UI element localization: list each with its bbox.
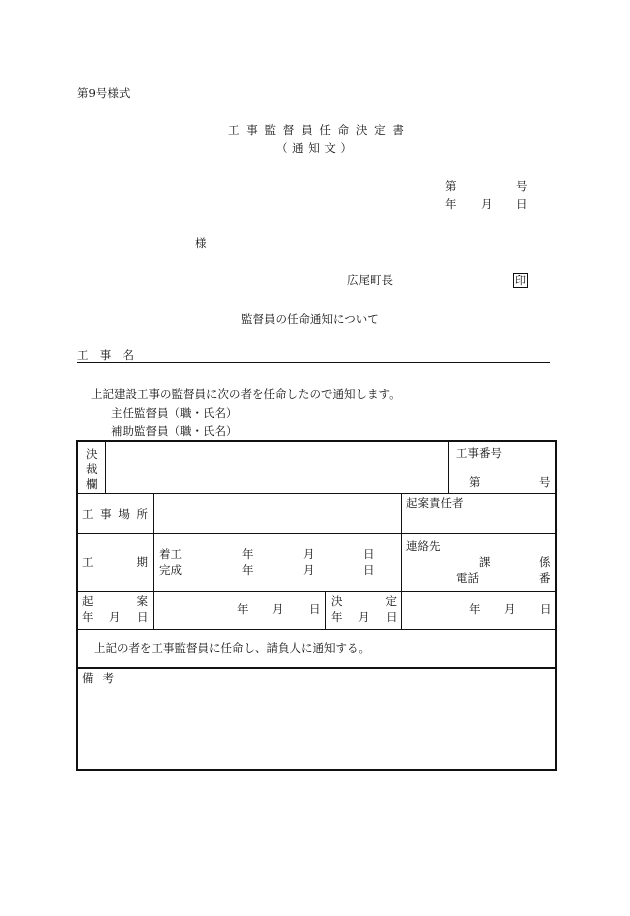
remarks-label: 備 考	[82, 671, 114, 685]
decision-area[interactable]	[106, 442, 447, 492]
project-number-prefix: 第	[469, 475, 481, 489]
date-month: 月	[481, 197, 493, 211]
start-month: 月	[303, 547, 315, 561]
decision-label-month: 月	[358, 610, 370, 624]
draft-label-month: 月	[109, 610, 121, 624]
decision-month: 月	[504, 602, 516, 616]
project-name-label: 工 事 名	[77, 348, 134, 362]
table-rule	[77, 629, 556, 630]
project-number-suffix: 号	[539, 475, 551, 489]
draft-month: 月	[272, 602, 284, 616]
seal-stamp: 印	[515, 274, 526, 287]
site-label: 工 事 場 所	[82, 507, 148, 521]
contact-label: 連絡先	[406, 539, 441, 553]
completion-month: 月	[303, 563, 315, 577]
table-rule	[77, 533, 556, 534]
draft-day: 日	[309, 602, 321, 616]
phone-label: 電話	[456, 571, 479, 585]
table-rule	[401, 494, 402, 629]
document-title: 工 事 監 督 員 任 命 決 定 書	[228, 123, 404, 137]
unit-label: 係	[539, 555, 551, 569]
period-label: 工 期	[82, 555, 148, 569]
doc-number-suffix: 号	[516, 179, 528, 193]
site-field[interactable]	[154, 494, 400, 532]
start-year: 年	[242, 547, 254, 561]
start-label: 着工	[159, 547, 182, 561]
decision-day: 日	[540, 602, 552, 616]
decision-label-year: 年	[331, 610, 343, 624]
body-text: 上記建設工事の監督員に次の者を任命したので通知します。	[91, 387, 401, 401]
document-subtitle: （ 通 知 文 ）	[276, 141, 352, 155]
completion-year: 年	[242, 563, 254, 577]
section-label: 課	[479, 555, 491, 569]
notice-text: 上記の者を工事監督員に任命し、請負人に通知する。	[94, 641, 370, 655]
project-number-label: 工事番号	[456, 446, 502, 460]
table-rule	[77, 667, 556, 669]
table-rule	[448, 441, 449, 493]
chief-supervisor-label: 主任監督員（職・氏名）	[111, 406, 238, 420]
drafter-label: 起案責任者	[406, 496, 464, 510]
decision-year: 年	[469, 602, 481, 616]
date-year: 年	[445, 197, 457, 211]
assistant-supervisor-label: 補助監督員（職・氏名）	[111, 424, 238, 438]
addressee-suffix: 様	[195, 236, 207, 250]
issuer: 広尾町長	[347, 273, 393, 287]
start-day: 日	[363, 547, 375, 561]
date-day: 日	[516, 197, 528, 211]
completion-label: 完成	[159, 563, 182, 577]
completion-day: 日	[363, 563, 375, 577]
table-rule	[77, 591, 556, 592]
form-number: 第9号様式	[77, 86, 131, 100]
phone-number-label: 番	[539, 571, 551, 585]
subject: 監督員の任命通知について	[241, 312, 379, 326]
decision-column-label: 決 裁 欄	[86, 447, 98, 491]
project-name-underline	[77, 362, 550, 363]
draft-year: 年	[237, 602, 249, 616]
table-rule	[325, 592, 326, 629]
draft-label-day: 日	[137, 610, 149, 624]
doc-number-prefix: 第	[445, 179, 457, 193]
draft-label: 起 案	[82, 594, 148, 608]
decision-label-day: 日	[386, 610, 398, 624]
remarks-field[interactable]	[78, 688, 554, 768]
draft-label-year: 年	[82, 610, 94, 624]
decision-label: 決 定	[331, 594, 397, 608]
